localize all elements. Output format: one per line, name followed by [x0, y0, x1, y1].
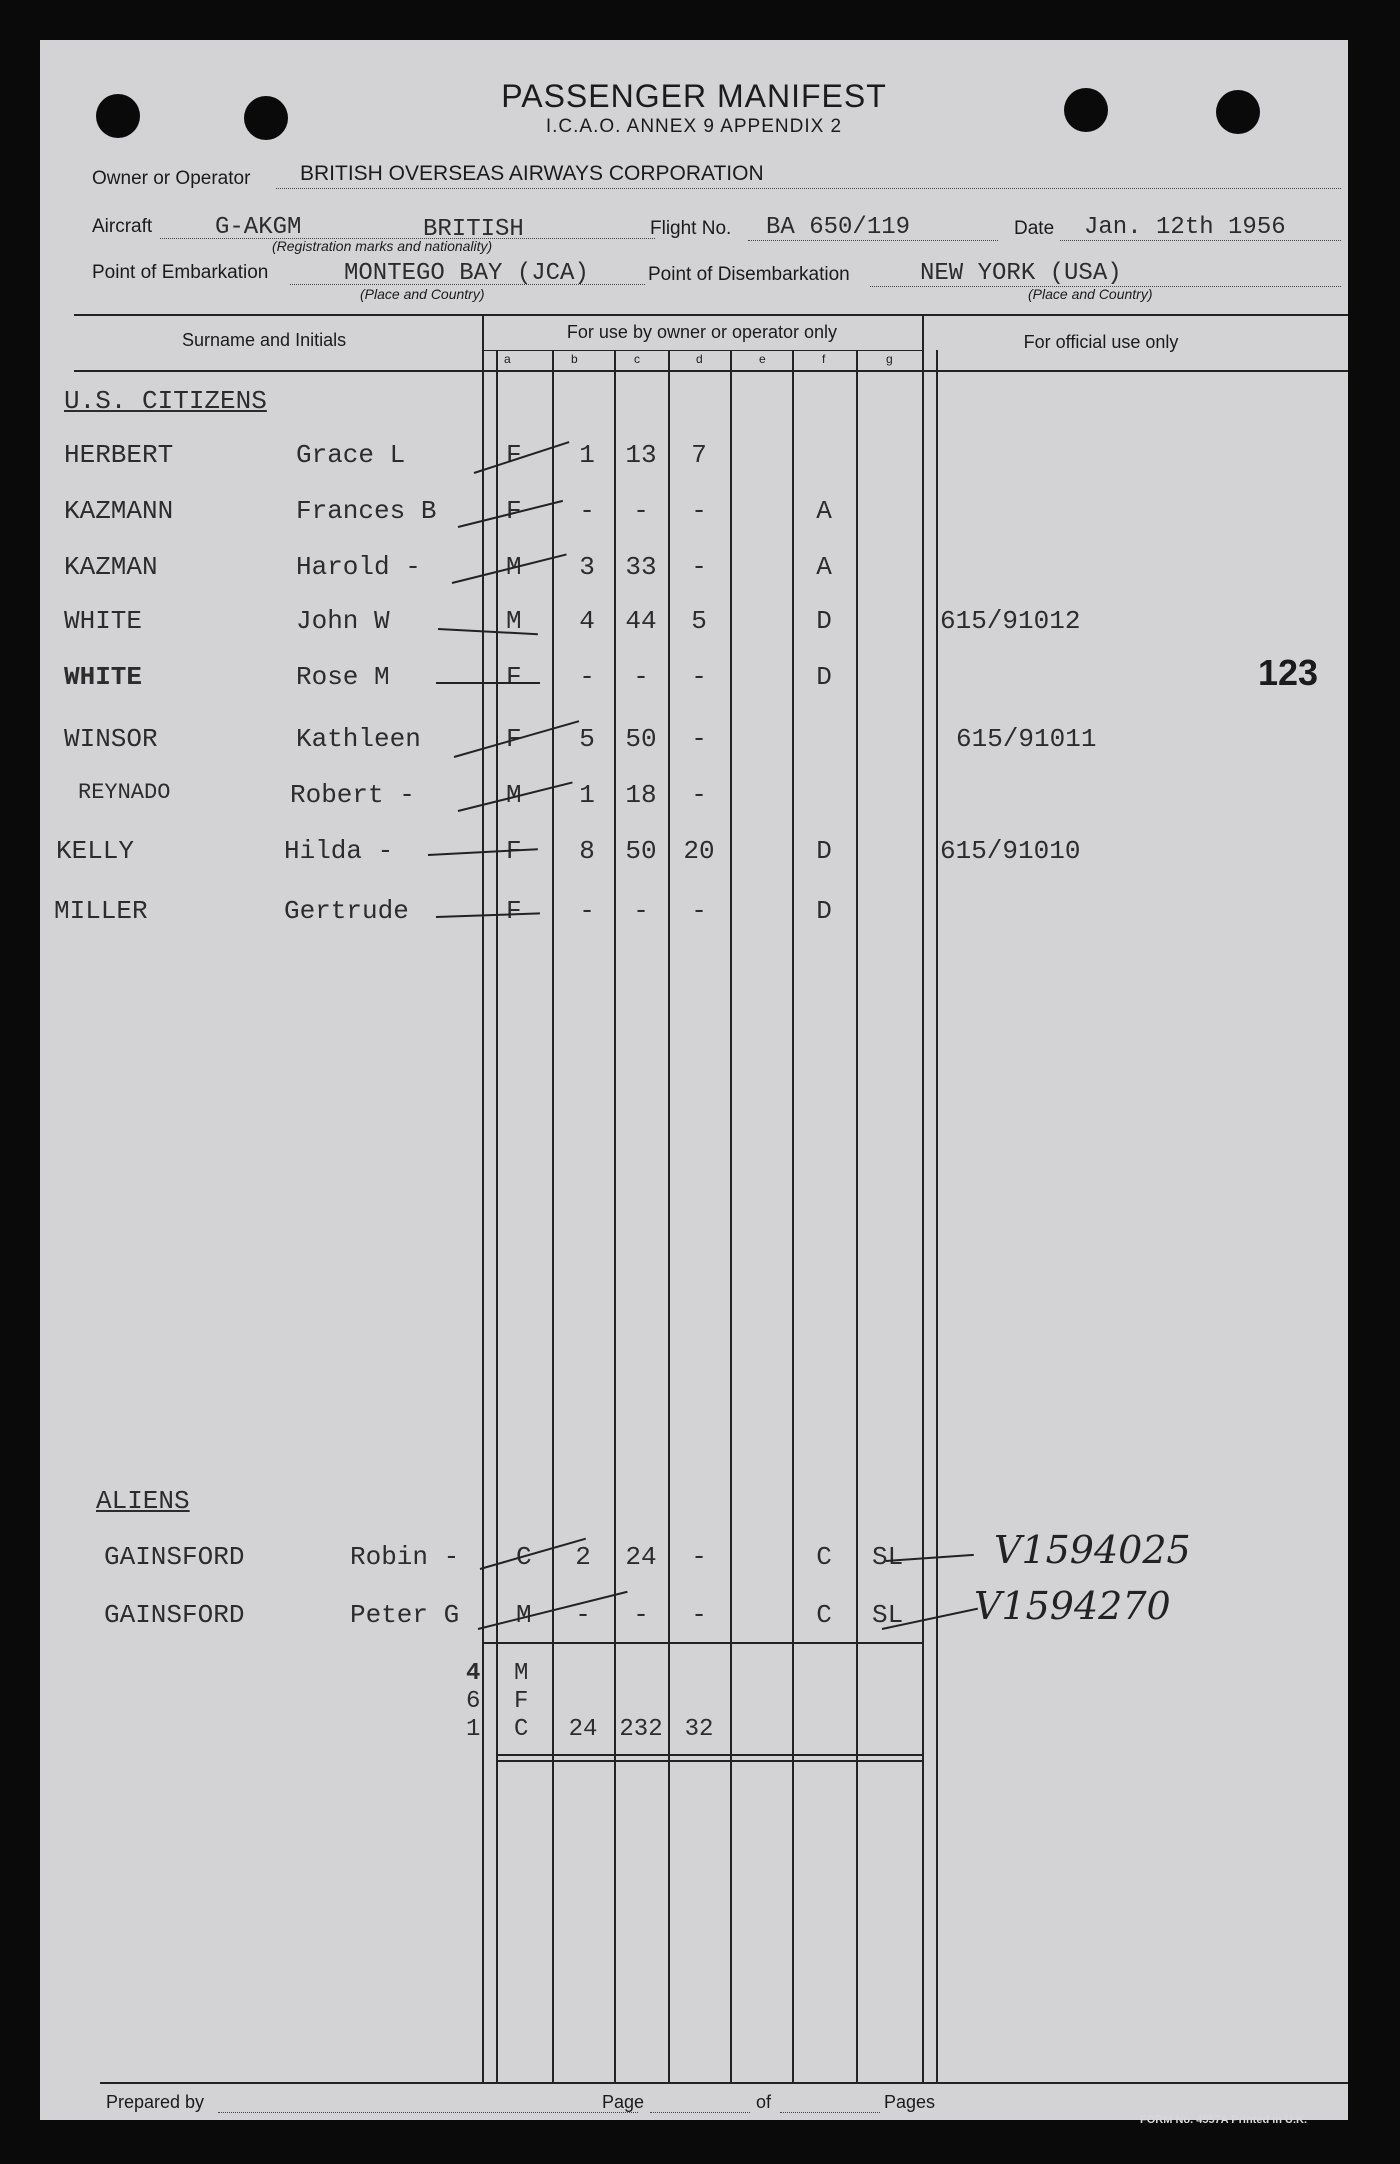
col-f: A [816, 496, 832, 526]
col-b: - [575, 1600, 591, 1630]
col-c: 33 [625, 552, 657, 582]
given-name: Frances B [296, 496, 437, 526]
official-number: 615/91011 [956, 724, 1097, 754]
subcolumn-b-label: b [571, 352, 578, 366]
col-b: 5 [579, 724, 595, 754]
surname: REYNADO [78, 780, 171, 805]
manifest-sheet [40, 40, 1348, 2120]
flight-number: BA 650/119 [766, 214, 911, 241]
col-c: - [633, 662, 649, 692]
col-d: - [691, 896, 707, 926]
col-b: 8 [579, 836, 595, 866]
of-label: of [756, 2092, 772, 2112]
surname-column-header: Surname and Initials [182, 330, 347, 350]
table-row [40, 1584, 1348, 1642]
handwritten-visa-number: V1594025 [994, 1528, 1191, 1572]
col-b: - [579, 662, 595, 692]
table-row [40, 606, 1348, 646]
table-row [40, 896, 1348, 936]
header-bottom-rule [74, 370, 1348, 372]
handwritten-visa-number: V1594270 [974, 1584, 1171, 1628]
embarkation-note: (Place and Country) [360, 286, 485, 302]
given-name: Robin - [350, 1542, 460, 1572]
col-g: SL [872, 1600, 904, 1630]
col-c: 13 [625, 440, 657, 470]
surname: KELLY [56, 836, 135, 866]
given-name: Kathleen [296, 724, 421, 754]
surname: MILLER [54, 896, 148, 926]
col-b: 1 [579, 440, 595, 470]
col-c: 24 [625, 1542, 657, 1572]
col-c: 50 [625, 724, 657, 754]
date-label: Date [1014, 218, 1055, 239]
totals-count: 1 [466, 1716, 481, 1743]
form-subtitle: I.C.A.O. ANNEX 9 APPENDIX 2 [545, 116, 843, 137]
official-number: 615/91012 [940, 606, 1081, 636]
col-f: C [816, 1600, 832, 1630]
table-row [40, 724, 1348, 764]
page-label: Page [602, 2092, 645, 2112]
totals-col-d: 32 [684, 1716, 714, 1743]
col-b: 1 [579, 780, 595, 810]
table-row [40, 1528, 1348, 1584]
col-a: F [506, 440, 522, 470]
col-f: D [816, 662, 832, 692]
totals-double-rule [496, 1754, 922, 1756]
col-a: M [506, 780, 522, 810]
pen-stroke [436, 912, 540, 918]
surname: WHITE [64, 662, 143, 692]
totals-row [40, 1660, 1348, 1688]
col-f: D [816, 896, 832, 926]
totals-row [40, 1716, 1348, 1744]
official-number: 615/91010 [940, 836, 1081, 866]
surname: HERBERT [64, 440, 174, 470]
page-stamp: 123 [1258, 652, 1319, 693]
totals-col-c: 232 [619, 1716, 663, 1743]
surname: GAINSFORD [104, 1600, 245, 1630]
form-title: PASSENGER MANIFEST [501, 78, 887, 114]
col-a: M [516, 1600, 532, 1630]
col-a: M [506, 606, 522, 636]
totals-count: 4 [466, 1660, 481, 1687]
pen-stroke [438, 628, 538, 635]
col-d: - [691, 1600, 707, 1630]
aircraft-nationality: BRITISH [423, 216, 524, 243]
official-column-header: For official use only [1023, 332, 1179, 352]
col-c: - [633, 496, 649, 526]
col-d: - [691, 780, 707, 810]
given-name: Hilda - [284, 836, 394, 866]
table-row [40, 552, 1348, 592]
given-name: John W [296, 606, 390, 636]
disembarkation-point: NEW YORK (USA) [920, 260, 1122, 287]
given-name: Gertrude [284, 896, 409, 926]
col-f: A [816, 552, 832, 582]
totals-col-a: M [514, 1660, 529, 1687]
table-row [40, 662, 1348, 702]
totals-double-rule [496, 1760, 922, 1762]
aircraft-label: Aircraft [92, 216, 153, 237]
flight-date: Jan. 12th 1956 [1084, 214, 1286, 241]
col-c: 44 [625, 606, 657, 636]
col-a: F [506, 836, 522, 866]
col-b: 4 [579, 606, 595, 636]
subcolumn-g-label: g [886, 352, 893, 366]
surname: KAZMAN [64, 552, 158, 582]
col-a: F [506, 662, 522, 692]
subcolumn-f-label: f [822, 352, 826, 366]
totals-row [40, 1688, 1348, 1716]
subcolumn-e-label: e [759, 352, 766, 366]
table-row [40, 440, 1348, 480]
col-d: - [691, 1542, 707, 1572]
col-d: - [691, 724, 707, 754]
disembarkation-note: (Place and Country) [1028, 286, 1153, 302]
col-a: F [506, 496, 522, 526]
page-line [650, 2112, 750, 2113]
surname: WINSOR [64, 724, 158, 754]
pen-stroke [436, 682, 540, 684]
totals-col-a: F [514, 1688, 529, 1715]
pages-label: Pages [884, 2092, 936, 2112]
owner-value: BRITISH OVERSEAS AIRWAYS CORPORATION [300, 162, 764, 185]
flight-label: Flight No. [650, 218, 732, 239]
subcolumn-a-label: a [504, 352, 511, 366]
col-c: - [633, 1600, 649, 1630]
col-c: 18 [625, 780, 657, 810]
totals-col-a: C [514, 1716, 529, 1743]
given-name: Peter G [350, 1600, 460, 1630]
table-top-rule [74, 314, 1348, 316]
col-b: 3 [579, 552, 595, 582]
col-g: SL [872, 1542, 904, 1572]
prepared-by-label: Prepared by [106, 2092, 205, 2112]
owner-label: Owner or Operator [92, 168, 251, 189]
col-b: - [579, 896, 595, 926]
form-number: FORM No. 4557A Printed in U.K. [1140, 2114, 1308, 2126]
footer-rule [100, 2082, 1348, 2084]
embarkation-label: Point of Embarkation [92, 262, 269, 283]
totals-top-rule [482, 1642, 922, 1644]
registration-note: (Registration marks and nationality) [272, 238, 493, 254]
col-d: 7 [691, 440, 707, 470]
given-name: Grace L [296, 440, 406, 470]
col-f: D [816, 836, 832, 866]
surname: KAZMANN [64, 496, 174, 526]
operator-column-header: For use by owner or operator only [566, 322, 838, 342]
col-a: F [506, 896, 522, 926]
prepared-by-line [218, 2112, 638, 2113]
col-d: 5 [691, 606, 707, 636]
given-name: Robert - [290, 780, 415, 810]
given-name: Harold - [296, 552, 421, 582]
subcolumn-c-label: c [634, 352, 640, 366]
col-a: C [516, 1542, 532, 1572]
table-row [40, 836, 1348, 876]
col-d: - [691, 496, 707, 526]
col-b: 2 [575, 1542, 591, 1572]
totals-col-b: 24 [568, 1716, 598, 1743]
table-row [40, 496, 1348, 536]
us-citizens-heading: U.S. CITIZENS [64, 386, 267, 416]
subcolumn-d-label: d [696, 352, 703, 366]
col-d: - [691, 662, 707, 692]
totals-count: 6 [466, 1688, 481, 1715]
owner-dotted-line [276, 188, 1341, 189]
col-c: 50 [625, 836, 657, 866]
aircraft-registration: G-AKGM [215, 214, 302, 241]
aliens-heading: ALIENS [96, 1486, 190, 1516]
table-row [40, 780, 1348, 820]
col-a: M [506, 552, 522, 582]
col-d: 20 [683, 836, 715, 866]
surname: WHITE [64, 606, 143, 636]
embarkation-point: MONTEGO BAY (JCA) [344, 260, 589, 287]
col-b: - [579, 496, 595, 526]
col-f: C [816, 1542, 832, 1572]
of-line [780, 2112, 880, 2113]
surname: GAINSFORD [104, 1542, 245, 1572]
col-c: - [633, 896, 649, 926]
given-name: Rose M [296, 662, 390, 692]
col-a: F [506, 724, 522, 754]
disembarkation-label: Point of Disembarkation [648, 264, 850, 285]
col-d: - [691, 552, 707, 582]
col-f: D [816, 606, 832, 636]
